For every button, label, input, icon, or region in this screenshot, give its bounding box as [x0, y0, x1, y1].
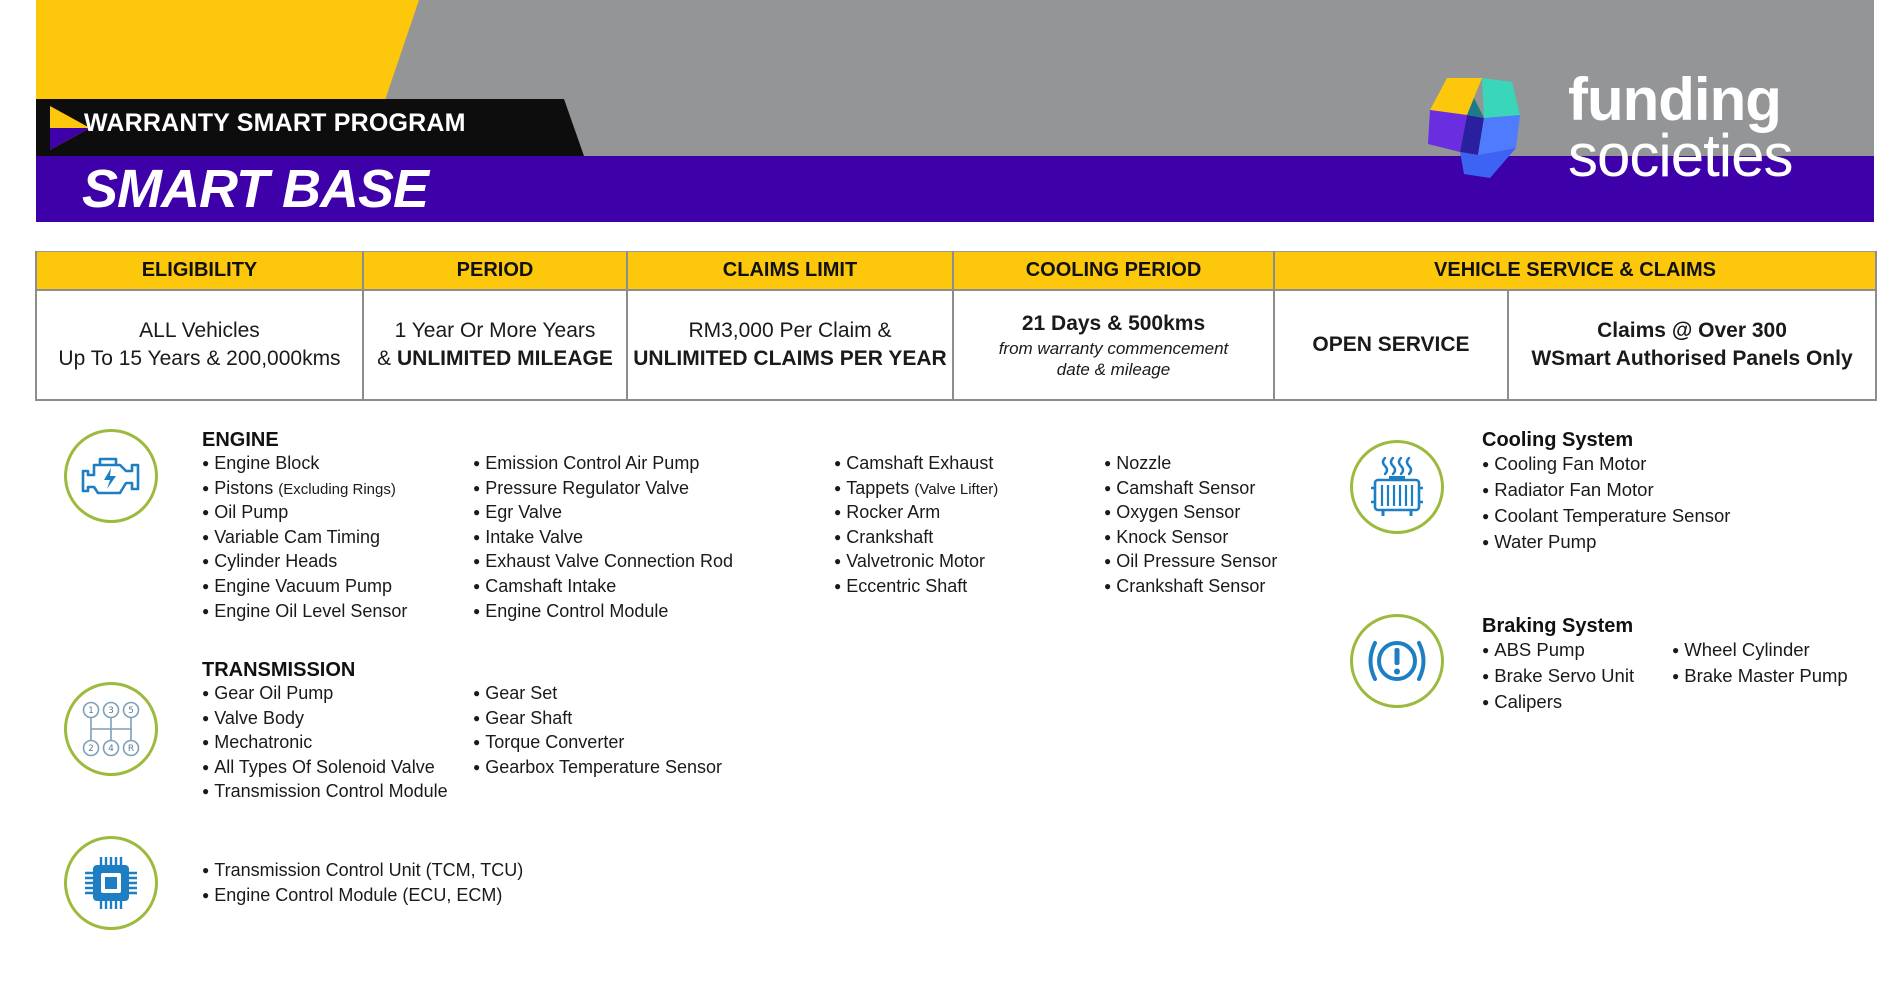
list-item: ● Exhaust Valve Connection Rod: [473, 550, 733, 575]
list-item: ● Engine Control Module: [473, 600, 733, 625]
list-item: ● Crankshaft: [834, 526, 998, 551]
list-item: ● Engine Vacuum Pump: [202, 575, 407, 600]
funding-societies-logo-icon: [1412, 60, 1542, 190]
claims-panels-line2: WSmart Authorised Panels Only: [1531, 346, 1853, 370]
eligibility-line1: ALL Vehicles: [139, 318, 260, 342]
eligibility-line2: Up To 15 Years & 200,000kms: [58, 346, 341, 370]
chip-icon: [81, 853, 141, 913]
list-item: ● Brake Master Pump: [1672, 664, 1848, 690]
claims-panels-line1: Claims @ Over 300: [1597, 318, 1787, 342]
list-item: ● Knock Sensor: [1104, 526, 1277, 551]
list-item: ● Valve Body: [202, 707, 448, 732]
transmission-list-col2: [473, 682, 722, 780]
gear-label: R: [127, 744, 135, 754]
brake-warning-icon: [1364, 633, 1430, 689]
list-item: ● Camshaft Intake: [473, 575, 733, 600]
period-mileage: UNLIMITED MILEAGE: [397, 346, 613, 370]
engine-title: ENGINE: [202, 429, 279, 451]
list-item: ● Pressure Regulator Valve: [473, 477, 733, 502]
header-cooling-period: COOLING PERIOD: [953, 252, 1274, 290]
braking-list-col1: [1482, 638, 1634, 716]
list-item: ● Engine Control Module (ECU, ECM): [202, 884, 523, 909]
gear-label: 5: [128, 706, 134, 716]
list-item: ● ABS Pump: [1482, 638, 1634, 664]
list-item: ● Emission Control Air Pump: [473, 452, 733, 477]
list-item: ● Brake Servo Unit: [1482, 664, 1634, 690]
cell-period: [363, 290, 627, 400]
list-item: ● Wheel Cylinder: [1672, 638, 1848, 664]
list-item: ● All Types Of Solenoid Valve: [202, 756, 448, 781]
list-item: ● Pistons (Excluding Rings): [202, 477, 407, 502]
electronics-list: [202, 859, 523, 908]
cell-cooling-period: [953, 290, 1274, 400]
list-item: ● Rocker Arm: [834, 501, 998, 526]
list-item: ● Crankshaft Sensor: [1104, 575, 1277, 600]
pistons-note: (Excluding Rings): [278, 480, 396, 498]
list-item: ● Gearbox Temperature Sensor: [473, 756, 722, 781]
list-item: ● Oxygen Sensor: [1104, 501, 1277, 526]
engine-icon: [80, 453, 142, 499]
transmission-icon-circle: [64, 682, 158, 776]
list-item: ● Engine Block: [202, 452, 407, 477]
list-item: ● Valvetronic Motor: [834, 550, 998, 575]
braking-title: Braking System: [1482, 615, 1634, 637]
list-item: ● Engine Oil Level Sensor: [202, 600, 407, 625]
list-item: ● Tappets (Valve Lifter): [834, 477, 998, 502]
cooling-main: 21 Days & 500kms: [1021, 311, 1206, 335]
cooling-sub2: date & mileage: [1056, 359, 1171, 379]
engine-list-col1: [202, 452, 407, 624]
list-item: ● Coolant Temperature Sensor: [1482, 504, 1730, 530]
list-item: ● Cooling Fan Motor: [1482, 452, 1730, 478]
engine-icon-circle: [64, 429, 158, 523]
cell-open-service: [1274, 290, 1508, 400]
cooling-title: Cooling System: [1482, 429, 1634, 451]
claims-line1: RM3,000 Per Claim &: [688, 318, 892, 342]
transmission-title: TRANSMISSION: [202, 659, 356, 681]
gear-label: 3: [108, 706, 114, 716]
cooling-list: [1482, 452, 1730, 556]
brand-line2: societies: [1568, 122, 1793, 189]
header-eligibility: ELIGIBILITY: [36, 252, 363, 290]
program-title: WARRANTY SMART PROGRAM: [84, 109, 466, 137]
engine-list-col2: [473, 452, 733, 624]
list-item: ● Transmission Control Unit (TCM, TCU): [202, 859, 523, 884]
gear-label: 2: [88, 744, 94, 754]
radiator-icon: [1369, 456, 1425, 518]
list-item: ● Gear Set: [473, 682, 722, 707]
cell-eligibility: [36, 290, 363, 400]
list-item: ● Egr Valve: [473, 501, 733, 526]
braking-list-col2: [1672, 638, 1848, 690]
gear-label: 4: [108, 744, 114, 754]
brand-wordmark: [1568, 66, 1793, 189]
list-item: ● Calipers: [1482, 690, 1634, 716]
electronics-icon-circle: [64, 836, 158, 930]
summary-table: [35, 251, 1877, 401]
braking-icon-circle: [1350, 614, 1444, 708]
engine-list-col3: [834, 452, 998, 600]
list-item: ● Eccentric Shaft: [834, 575, 998, 600]
list-item: ● Oil Pressure Sensor: [1104, 550, 1277, 575]
header-vehicle-service: VEHICLE SERVICE & CLAIMS: [1274, 252, 1876, 290]
list-item: ● Nozzle: [1104, 452, 1277, 477]
claims-line2: UNLIMITED CLAIMS PER YEAR: [633, 346, 947, 370]
list-item: ● Transmission Control Module: [202, 780, 448, 805]
list-item: ● Cylinder Heads: [202, 550, 407, 575]
list-item: ● Intake Valve: [473, 526, 733, 551]
list-item: ● Variable Cam Timing: [202, 526, 407, 551]
list-item: ● Torque Converter: [473, 731, 722, 756]
cell-claims-panels: [1508, 290, 1876, 400]
transmission-list-col1: [202, 682, 448, 805]
list-item: ● Gear Shaft: [473, 707, 722, 732]
list-item: ● Mechatronic: [202, 731, 448, 756]
list-item: ● Camshaft Sensor: [1104, 477, 1277, 502]
engine-list-col4: [1104, 452, 1277, 600]
cooling-icon-circle: [1350, 440, 1444, 534]
brand-line1: funding: [1568, 66, 1781, 133]
list-item: ● Water Pump: [1482, 530, 1730, 556]
header-period: PERIOD: [363, 252, 627, 290]
cell-claims-limit: [627, 290, 953, 400]
plan-title: SMART BASE: [82, 159, 429, 219]
gear-shift-icon: [79, 701, 143, 757]
tappets-note: (Valve Lifter): [914, 480, 999, 498]
cooling-sub1: from warranty commencement: [998, 338, 1229, 358]
list-item: ● Oil Pump: [202, 501, 407, 526]
open-service: OPEN SERVICE: [1312, 332, 1470, 356]
period-line1: 1 Year Or More Years: [394, 318, 596, 342]
list-item: ● Camshaft Exhaust: [834, 452, 998, 477]
period-prefix: &: [377, 346, 397, 370]
list-item: ● Gear Oil Pump: [202, 682, 448, 707]
header-claims-limit: CLAIMS LIMIT: [627, 252, 953, 290]
list-item: ● Radiator Fan Motor: [1482, 478, 1730, 504]
gear-label: 1: [88, 706, 94, 716]
